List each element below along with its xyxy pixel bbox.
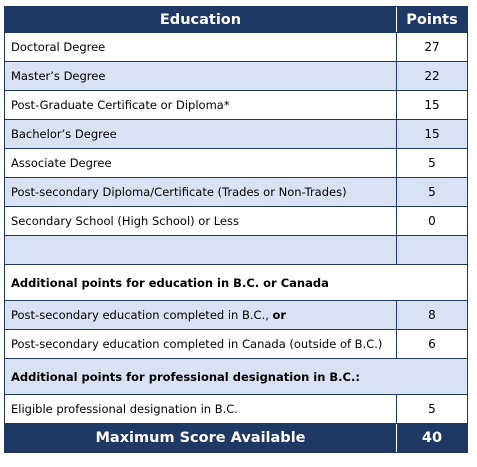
section-heading-professional: Additional points for professional designation in B.C.: [11,369,360,384]
empty-spacer-row [5,236,467,265]
row-points: 15 [424,98,440,112]
header-education: Education [5,7,397,32]
row-points: 15 [424,127,440,141]
section-heading-row [5,265,467,301]
row-label: Bachelor’s Degree [5,120,397,148]
table-row [5,395,467,424]
table-row [5,301,467,330]
row-label-text: Post-secondary education completed in B.C., [11,308,269,322]
table-row [5,178,467,207]
table-row [5,149,467,178]
row-points: 22 [424,69,440,83]
row-points: 27 [424,40,440,54]
table-row [5,120,467,149]
section-heading-row [5,359,467,395]
table-row [5,91,467,120]
row-label: Master’s Degree [5,62,397,90]
row-label: Secondary School (High School) or Less [5,207,397,235]
table-row [5,207,467,236]
table-row [5,330,467,359]
row-points: 5 [428,402,436,416]
row-points: 5 [428,156,436,170]
table-row [5,33,467,62]
row-points: 8 [428,308,436,322]
education-points-table [4,6,468,453]
row-label: Post-secondary Diploma/Certificate (Trades or Non-Trades) [5,178,397,206]
table-header-row [5,7,467,33]
header-points: Points [406,11,458,28]
empty-cell [5,236,397,264]
row-label: Associate Degree [5,149,397,177]
section-heading-bc-canada: Additional points for education in B.C. or Canada [11,275,329,290]
row-label [5,301,397,329]
row-points: 5 [428,185,436,199]
row-label-emphasis: or [272,308,287,322]
row-points: 6 [428,337,436,351]
row-label: Eligible professional designation in B.C. [5,395,397,423]
empty-cell [397,236,467,264]
row-label: Post-secondary education completed in Canada (outside of B.C.) [5,330,397,358]
row-label: Doctoral Degree [5,33,397,61]
row-points: 0 [428,214,436,228]
table-footer-row [5,424,467,452]
row-label: Post-Graduate Certificate or Diploma* [5,91,397,119]
footer-points: 40 [421,430,443,446]
table-row [5,62,467,91]
footer-label: Maximum Score Available [5,424,397,452]
